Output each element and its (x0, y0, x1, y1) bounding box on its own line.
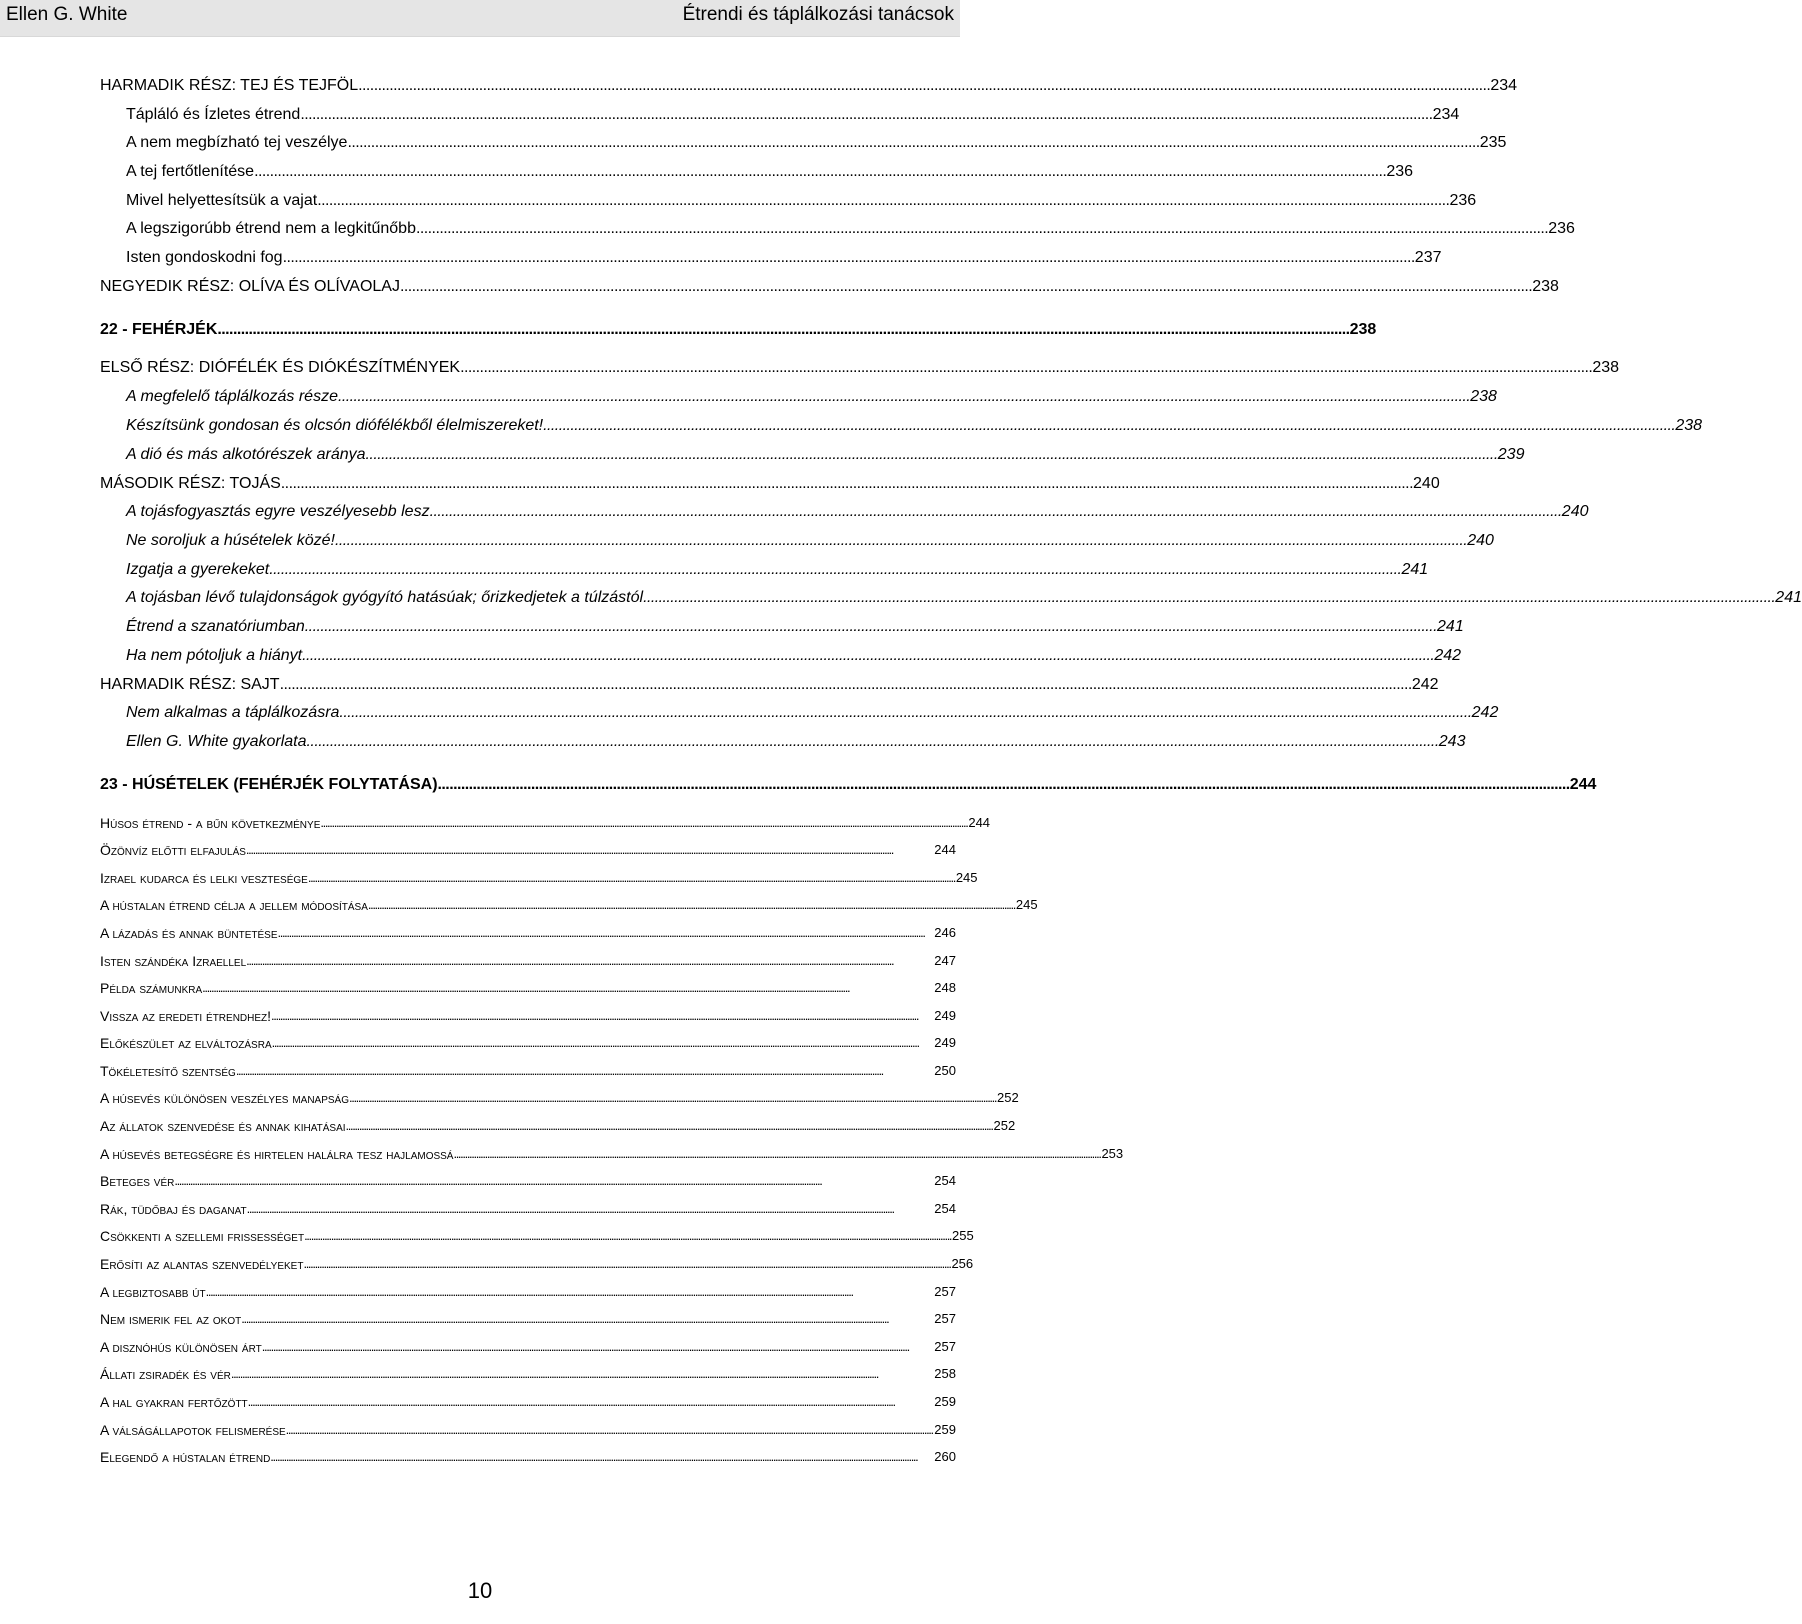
toc-entry-page: 242 (1411, 676, 1439, 693)
toc-entry (100, 1222, 974, 1246)
toc-dot-leader (246, 840, 932, 860)
toc-entry-title: Előkészület az elváltozásra (100, 1035, 272, 1051)
toc-entry-title: Étrend a szanatóriumban (126, 618, 305, 635)
toc-entry-title: Beteges vér (100, 1173, 175, 1189)
toc-dot-leader (643, 588, 1773, 608)
toc-entry-page: 237 (1414, 249, 1442, 266)
toc-entry-title: A tojásfogyasztás egyre veszélyesebb lesz (126, 503, 430, 520)
toc-entry-page: 236 (1548, 220, 1575, 237)
toc-dot-leader (241, 1309, 932, 1329)
toc-entry-title: Ellen G. White gyakorlata (126, 733, 307, 750)
toc-entry (100, 1388, 956, 1412)
toc-dot-leader (317, 191, 1447, 211)
toc-entry-title: Tökéletesítő szentség (100, 1063, 236, 1079)
toc-entry-title: A hústalan étrend célja a jellem módosítása (100, 897, 368, 913)
toc-entry-page: 240 (1561, 503, 1589, 520)
page-number: 10 (467, 1578, 493, 1603)
toc-entry-title: 23 - HÚSÉTELEK (FEHÉRJÉK FOLYTATÁSA) (100, 776, 438, 793)
toc-entry (100, 1084, 1019, 1108)
toc-entry-title: NEGYEDIK RÉSZ: OLÍVA ÉS OLÍVAOLAJ (100, 278, 400, 295)
toc-entry-title: Isten gondoskodni fog (126, 249, 283, 266)
toc-entry (100, 1333, 956, 1357)
toc-entry-page: 241 (1437, 618, 1464, 635)
toc-entry-page: 238 (1532, 278, 1559, 295)
toc-entry (100, 470, 1440, 494)
toc-entry (100, 187, 1477, 211)
toc-entry-title: Nem ismerik fel az okot (100, 1311, 242, 1327)
toc-entry (100, 273, 1559, 297)
toc-dot-leader (278, 923, 933, 943)
toc-entry (100, 101, 1460, 125)
toc-entry-title: Tápláló és Ízletes étrend (126, 106, 301, 123)
toc-entry-title: Készítsünk gondosan és olcsón diófélékből élelmiszereket! (126, 417, 544, 434)
toc-entry-title: 22 - FEHÉRJÉK (100, 321, 218, 338)
header-author: Ellen G. White (6, 4, 128, 25)
toc-dot-leader (453, 1144, 1099, 1164)
toc-entry (100, 584, 1802, 608)
toc-entry (100, 671, 1439, 695)
toc-dot-leader (308, 868, 954, 888)
toc-entry-page: 236 (1449, 192, 1477, 209)
toc-dot-leader (217, 320, 1347, 340)
toc-entry-page: 244 (1569, 776, 1597, 793)
toc-dot-leader (305, 617, 1435, 637)
toc-entry (100, 498, 1589, 522)
toc-entry-title: HARMADIK RÉSZ: TEJ ÉS TEJFÖL (100, 77, 359, 94)
toc-dot-leader (430, 502, 1560, 522)
toc-entry-title: Húsos étrend - a bűn következménye (100, 815, 321, 831)
toc-entry-page: 236 (1386, 163, 1414, 180)
toc-entry (100, 1029, 956, 1053)
toc-entry-title: Az állatok szenvedése és annak kihatásai (100, 1118, 346, 1134)
toc-entry (100, 1278, 956, 1302)
toc-entry-page: 238 (1349, 321, 1377, 338)
toc-dot-leader (231, 1364, 932, 1384)
toc-entry-title: Példa számunkra (100, 980, 203, 996)
toc-entry (100, 1416, 956, 1440)
toc-dot-leader (346, 1116, 992, 1136)
toc-entry-page: 245 (1015, 897, 1038, 912)
toc-entry (100, 1195, 956, 1219)
toc-dot-leader (271, 1006, 932, 1026)
toc-entry-page: 256 (951, 1256, 974, 1271)
toc-entry-title: Erősíti az alantas szenvedélyeket (100, 1256, 304, 1272)
toc-entry (100, 809, 991, 833)
toc-entry-page: 241 (1401, 561, 1429, 578)
toc-entry (100, 1305, 956, 1329)
toc-entry-page: 252 (996, 1090, 1019, 1105)
toc-entry-title: Rák, tüdőbaj és daganat (100, 1201, 247, 1217)
toc-entry (100, 613, 1464, 637)
toc-entry (100, 1250, 974, 1274)
toc-entry-title: Nem alkalmas a táplálkozásra (126, 704, 340, 721)
toc-entry-title: Özönvíz előtti elfajulás (100, 842, 246, 858)
toc-dot-leader (247, 1199, 933, 1219)
header-book-title: Étrendi és táplálkozási tanácsok (682, 4, 954, 25)
toc-entry-title: MÁSODIK RÉSZ: TOJÁS (100, 475, 281, 492)
toc-entry-title: Mivel helyettesítsük a vajat (126, 192, 318, 209)
toc-entry-title: A tojásban lévő tulajdonságok gyógyító hatásúak; őrizkedjetek a túlzástól (126, 589, 644, 606)
toc-entry (100, 919, 956, 943)
toc-entry-title: A válságállapotok felismerése (100, 1422, 286, 1438)
toc-entry-page: 245 (955, 870, 978, 885)
toc-entry (100, 836, 956, 860)
toc-entry (100, 215, 1575, 239)
toc-dot-leader (248, 1392, 933, 1412)
toc-entry-page: 252 (993, 1118, 1016, 1133)
toc-entry-title: A legbiztosabb út (100, 1284, 206, 1300)
toc-entry (100, 771, 1597, 795)
toc-entry-page: 242 (1434, 647, 1462, 664)
toc-entry-title: A hal gyakran fertőzött (100, 1394, 248, 1410)
toc-entry (100, 864, 978, 888)
toc-entry (100, 1443, 956, 1467)
toc-entry-page: 253 (1101, 1146, 1124, 1161)
toc-entry-page: 242 (1471, 704, 1499, 721)
toc-entry-title: Állati zsiradék és vér (100, 1366, 231, 1382)
toc-entry-page: 254 (934, 1173, 956, 1188)
toc-entry-page: 259 (934, 1422, 956, 1437)
toc-entry (100, 129, 1507, 153)
toc-entry (100, 441, 1525, 465)
toc-dot-leader (202, 978, 932, 998)
toc-entry (100, 1167, 956, 1191)
toc-dot-leader (254, 162, 1384, 182)
toc-entry-page: 243 (1438, 733, 1466, 750)
toc-entry (100, 891, 1038, 915)
toc-dot-leader (368, 895, 1014, 915)
toc-entry-page: 238 (1592, 359, 1620, 376)
toc-entry (100, 699, 1499, 723)
toc-dot-leader (280, 675, 1410, 695)
toc-dot-leader (304, 1226, 950, 1246)
toc-entry-page: 244 (968, 815, 991, 830)
toc-entry (100, 244, 1442, 268)
toc-entry (100, 1002, 956, 1026)
toc-entry-page: 257 (934, 1339, 956, 1354)
toc-entry (100, 974, 956, 998)
toc-dot-leader (286, 1420, 933, 1440)
toc-dot-leader (262, 1337, 933, 1357)
toc-dot-leader (270, 1447, 932, 1467)
toc-entry-page: 234 (1432, 106, 1460, 123)
toc-entry-page: 259 (934, 1394, 956, 1409)
page-header (0, 0, 960, 37)
toc-entry (100, 1140, 1124, 1164)
toc-entry-page: 249 (934, 1035, 956, 1050)
toc-dot-leader (400, 277, 1530, 297)
toc-entry-title: Elegendő a hústalan étrend (100, 1449, 271, 1465)
toc-entry-title: HARMADIK RÉSZ: SAJT (100, 676, 280, 693)
toc-dot-leader (349, 1088, 995, 1108)
toc-entry (100, 642, 1462, 666)
toc-entry-page: 244 (934, 842, 956, 857)
toc-dot-leader (335, 531, 1465, 551)
toc-entry-title: A lázadás és annak büntetése (100, 925, 278, 941)
toc-dot-leader (174, 1171, 932, 1191)
toc-entry-page: 248 (934, 980, 956, 995)
toc-entry (100, 728, 1466, 752)
toc-entry-page: 247 (934, 953, 956, 968)
toc-entry-title: A dió és más alkotórészek aránya (126, 446, 366, 463)
toc-dot-leader (236, 1061, 932, 1081)
toc-entry (100, 383, 1497, 407)
toc-entry-title: Ne soroljuk a húsételek közé! (126, 532, 335, 549)
toc-entry-title: Isten szándéka Izraellel (100, 953, 247, 969)
toc-entry (100, 527, 1494, 551)
toc-dot-leader (307, 732, 1437, 752)
toc-entry-title: A húsevés különösen veszélyes manapság (100, 1090, 350, 1106)
toc-entry-page: 250 (934, 1063, 956, 1078)
toc-entry-page: 239 (1497, 446, 1525, 463)
toc-entry-page: 260 (934, 1449, 956, 1464)
toc-entry-page: 255 (952, 1228, 974, 1243)
toc-entry (100, 316, 1377, 340)
toc-entry-title: Ha nem pótoljuk a hiányt (126, 647, 303, 664)
toc-entry-page: 234 (1490, 77, 1518, 94)
toc-entry-title: A húsevés betegségre és hirtelen halálra tesz hajlamossá (100, 1146, 454, 1162)
toc-dot-leader (338, 387, 1468, 407)
toc-entry-page: 240 (1467, 532, 1494, 549)
toc-dot-leader (281, 474, 1411, 494)
toc-entry-title: Izgatja a gyerekeket (126, 561, 270, 578)
toc-dot-leader (246, 951, 932, 971)
toc-dot-leader (438, 775, 1568, 795)
toc-entry (100, 947, 956, 971)
toc-entry (100, 354, 1620, 378)
toc-entry-title: ELSŐ RÉSZ: DIÓFÉLÉK ÉS DIÓKÉSZÍTMÉNYEK (100, 359, 461, 376)
toc-dot-leader (269, 560, 1399, 580)
toc-entry-title: Csökkenti a szellemi frissességet (100, 1228, 305, 1244)
toc-dot-leader (272, 1033, 933, 1053)
toc-entry (100, 72, 1518, 96)
toc-entry-title: A disznóhús különösen árt (100, 1339, 262, 1355)
toc-entry-page: 240 (1413, 475, 1440, 492)
toc-entry-page: 257 (934, 1311, 956, 1326)
toc-entry-page: 238 (1470, 388, 1497, 405)
toc-entry-page: 249 (934, 1008, 956, 1023)
toc-dot-leader (303, 1254, 949, 1274)
toc-dot-leader (416, 219, 1546, 239)
toc-entry-page: 258 (934, 1366, 956, 1381)
toc-entry-title: A tej fertőtlenítése (126, 163, 255, 180)
toc-entry-page: 246 (934, 925, 956, 940)
toc-dot-leader (339, 703, 1469, 723)
toc-entry-page: 254 (934, 1201, 956, 1216)
toc-dot-leader (300, 105, 1430, 125)
toc-entry (100, 1112, 1016, 1136)
toc-entry-page: 241 (1775, 589, 1802, 606)
toc-dot-leader (543, 416, 1673, 436)
toc-dot-leader (366, 445, 1496, 465)
toc-entry-page: 238 (1675, 417, 1703, 434)
toc-dot-leader (206, 1282, 933, 1302)
toc-entry-title: A nem megbízható tej veszélye (126, 134, 348, 151)
toc-dot-leader (460, 358, 1590, 378)
toc-entry-page: 235 (1479, 134, 1507, 151)
toc-dot-leader (283, 248, 1413, 268)
toc-entry-title: Vissza az eredeti étrendhez! (100, 1008, 272, 1024)
toc-entry (100, 412, 1703, 436)
toc-dot-leader (320, 813, 966, 833)
toc-entry (100, 1057, 956, 1081)
toc-dot-leader (358, 76, 1488, 96)
toc-entry (100, 158, 1414, 182)
toc-entry-title: A megfelelő táplálkozás része (126, 388, 338, 405)
toc-entry (100, 1360, 956, 1384)
toc-dot-leader (347, 133, 1477, 153)
toc-dot-leader (302, 646, 1432, 666)
toc-entry-title: A legszigorúbb étrend nem a legkitűnőbb (126, 220, 416, 237)
toc-entry-page: 257 (934, 1284, 956, 1299)
toc-entry (100, 556, 1429, 580)
toc-entry-title: Izrael kudarca és lelki vesztesége (100, 870, 308, 886)
